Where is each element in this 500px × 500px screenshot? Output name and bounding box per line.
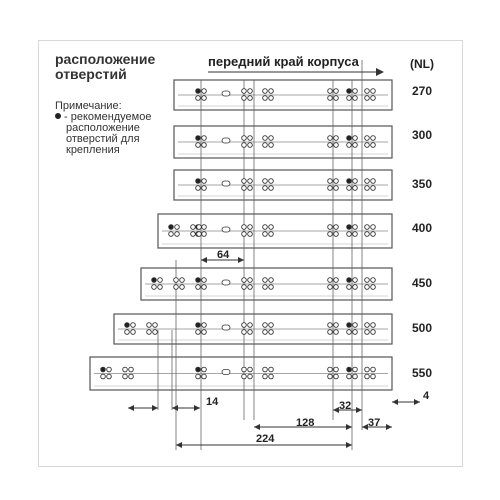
arrow-right-icon — [414, 399, 420, 405]
mounting-hole — [365, 374, 370, 379]
mounting-hole — [129, 374, 134, 379]
mounting-hole — [371, 96, 376, 101]
mounting-hole — [371, 285, 376, 290]
note-line-3: отверстий для — [66, 133, 140, 145]
mounting-hole — [365, 143, 370, 148]
mounting-hole — [263, 143, 268, 148]
dim-14: 14 — [206, 396, 219, 408]
mounting-hole — [365, 232, 370, 237]
mounting-hole-recommended — [196, 367, 201, 372]
mounting-hole — [353, 285, 358, 290]
slot-mark — [222, 91, 230, 96]
mounting-hole — [371, 367, 376, 372]
mounting-hole — [328, 89, 333, 94]
mounting-hole — [334, 367, 339, 372]
note-line-2: расположение — [66, 122, 140, 134]
mounting-hole-recommended — [101, 367, 106, 372]
slot-mark — [222, 370, 230, 375]
mounting-hole — [263, 285, 268, 290]
mounting-hole — [353, 186, 358, 191]
mounting-hole — [196, 285, 201, 290]
length-label-500: 500 — [412, 321, 433, 335]
mounting-hole — [328, 367, 333, 372]
mounting-hole — [263, 374, 268, 379]
mounting-hole — [371, 330, 376, 335]
mounting-hole — [248, 136, 253, 141]
mounting-hole — [269, 143, 274, 148]
mounting-hole — [242, 96, 247, 101]
mounting-hole — [353, 179, 358, 184]
mounting-hole — [242, 186, 247, 191]
mounting-hole — [353, 136, 358, 141]
length-label-400: 400 — [412, 221, 433, 235]
dim-4: 4 — [423, 390, 430, 402]
mounting-hole — [196, 186, 201, 191]
mounting-hole — [242, 225, 247, 230]
arrow-left-icon — [128, 405, 134, 411]
mounting-hole — [365, 367, 370, 372]
arrow-left-icon — [392, 399, 398, 405]
mounting-hole — [196, 330, 201, 335]
mounting-hole — [347, 186, 352, 191]
mounting-hole — [202, 89, 207, 94]
mounting-hole — [202, 179, 207, 184]
mounting-hole — [365, 323, 370, 328]
mounting-hole — [248, 285, 253, 290]
mounting-hole — [334, 330, 339, 335]
mounting-hole — [202, 285, 207, 290]
mounting-hole — [334, 136, 339, 141]
mounting-hole — [269, 330, 274, 335]
mounting-hole — [269, 179, 274, 184]
mounting-hole — [248, 367, 253, 372]
mounting-hole-recommended — [196, 323, 201, 328]
mounting-hole — [347, 330, 352, 335]
mounting-hole — [269, 323, 274, 328]
mounting-hole — [248, 186, 253, 191]
mounting-hole — [371, 179, 376, 184]
mounting-hole — [353, 225, 358, 230]
dim-128: 128 — [296, 417, 315, 429]
mounting-hole — [242, 89, 247, 94]
slot-mark — [222, 280, 230, 285]
length-label-300: 300 — [412, 128, 433, 142]
arrow-right-icon — [376, 68, 384, 76]
length-label-350: 350 — [412, 177, 433, 191]
mounting-hole — [202, 374, 207, 379]
mounting-hole — [175, 232, 180, 237]
mounting-hole — [365, 225, 370, 230]
note-heading: Примечание: — [55, 100, 122, 112]
mounting-hole — [197, 225, 202, 230]
mounting-hole — [248, 374, 253, 379]
mounting-hole — [328, 143, 333, 148]
length-label-450: 450 — [412, 276, 433, 290]
mounting-hole — [197, 232, 202, 237]
mounting-hole — [263, 89, 268, 94]
mounting-hole — [365, 136, 370, 141]
mounting-hole — [269, 89, 274, 94]
mounting-hole — [263, 225, 268, 230]
mounting-hole — [263, 367, 268, 372]
arrow-right-icon — [356, 407, 362, 413]
arrow-left-icon — [172, 405, 178, 411]
mounting-hole — [263, 179, 268, 184]
mounting-hole — [263, 136, 268, 141]
mounting-hole — [248, 143, 253, 148]
mounting-hole — [328, 186, 333, 191]
mounting-hole — [125, 330, 130, 335]
slot-mark — [222, 138, 230, 143]
mounting-hole — [242, 179, 247, 184]
mounting-hole — [347, 285, 352, 290]
mounting-hole — [202, 367, 207, 372]
mounting-hole — [175, 225, 180, 230]
title-line-1: расположение — [55, 51, 156, 67]
mounting-hole — [347, 232, 352, 237]
mounting-hole — [202, 225, 207, 230]
mounting-hole — [147, 330, 152, 335]
mounting-hole-recommended — [347, 136, 352, 141]
mounting-hole — [242, 323, 247, 328]
mounting-hole — [334, 143, 339, 148]
mounting-hole — [353, 367, 358, 372]
mounting-hole — [202, 330, 207, 335]
mounting-hole-recommended — [347, 179, 352, 184]
mounting-hole — [334, 374, 339, 379]
mounting-hole — [123, 374, 128, 379]
mounting-hole-recommended — [196, 136, 201, 141]
mounting-hole — [101, 374, 106, 379]
arrow-left-icon — [201, 257, 207, 263]
mounting-hole — [180, 278, 185, 283]
mounting-hole — [152, 285, 157, 290]
mounting-hole — [347, 143, 352, 148]
mounting-hole — [269, 96, 274, 101]
mounting-hole — [263, 330, 268, 335]
arrow-right-icon — [152, 405, 158, 411]
mounting-hole-recommended — [347, 225, 352, 230]
mounting-hole — [269, 232, 274, 237]
title-line-2: отверстий — [55, 66, 127, 82]
dim-37: 37 — [368, 417, 381, 429]
mounting-hole — [174, 278, 179, 283]
mounting-hole — [334, 186, 339, 191]
mounting-hole — [371, 323, 376, 328]
mounting-hole — [242, 330, 247, 335]
mounting-hole — [328, 232, 333, 237]
arrow-right-icon — [386, 424, 392, 430]
front-edge-label: передний край корпуса — [208, 54, 359, 69]
mounting-hole-recommended — [196, 179, 201, 184]
mounting-hole-recommended — [196, 89, 201, 94]
arrow-right-icon — [346, 424, 352, 430]
mounting-hole — [269, 136, 274, 141]
mounting-hole — [202, 232, 207, 237]
slot-mark — [222, 227, 230, 232]
mounting-hole — [328, 278, 333, 283]
mounting-hole — [191, 232, 196, 237]
mounting-hole — [202, 143, 207, 148]
mounting-hole — [334, 232, 339, 237]
mounting-hole — [269, 285, 274, 290]
mounting-hole — [334, 323, 339, 328]
dim-224: 224 — [256, 433, 275, 445]
mounting-hole — [202, 136, 207, 141]
arrow-right-icon — [346, 442, 352, 448]
mounting-hole — [248, 278, 253, 283]
mounting-hole — [371, 89, 376, 94]
mounting-hole-recommended — [196, 278, 201, 283]
mounting-hole — [158, 285, 163, 290]
mounting-hole — [328, 330, 333, 335]
mounting-hole — [353, 232, 358, 237]
mounting-hole — [242, 232, 247, 237]
mounting-hole — [242, 285, 247, 290]
mounting-hole — [371, 186, 376, 191]
mounting-hole — [328, 136, 333, 141]
mounting-hole — [248, 179, 253, 184]
mounting-hole-recommended — [152, 278, 157, 283]
mounting-hole — [107, 367, 112, 372]
mounting-hole — [371, 143, 376, 148]
mounting-hole — [242, 136, 247, 141]
mounting-hole — [180, 285, 185, 290]
mounting-hole — [365, 285, 370, 290]
mounting-hole — [131, 323, 136, 328]
mounting-hole — [365, 186, 370, 191]
mounting-hole — [353, 96, 358, 101]
mounting-hole — [248, 232, 253, 237]
mounting-hole — [123, 367, 128, 372]
mounting-hole-recommended — [347, 278, 352, 283]
mounting-hole — [328, 374, 333, 379]
mounting-hole — [365, 89, 370, 94]
mounting-hole — [248, 96, 253, 101]
length-label-550: 550 — [412, 366, 433, 380]
note-line-1: - рекомендуемое — [64, 111, 152, 123]
mounting-hole — [248, 89, 253, 94]
mounting-hole-recommended — [169, 225, 174, 230]
slot-mark — [222, 181, 230, 186]
mounting-hole — [242, 367, 247, 372]
mounting-hole — [202, 186, 207, 191]
mounting-hole — [263, 96, 268, 101]
mounting-hole — [334, 285, 339, 290]
mounting-hole — [334, 225, 339, 230]
mounting-hole — [147, 323, 152, 328]
mounting-hole — [202, 96, 207, 101]
mounting-hole — [328, 179, 333, 184]
mounting-hole-recommended — [347, 323, 352, 328]
mounting-hole — [334, 278, 339, 283]
nl-header: (NL) — [410, 57, 434, 71]
slot-mark — [222, 325, 230, 330]
mounting-hole — [158, 278, 163, 283]
mounting-hole — [353, 89, 358, 94]
mounting-hole — [269, 278, 274, 283]
mounting-hole — [353, 143, 358, 148]
mounting-hole — [334, 96, 339, 101]
mounting-hole — [371, 374, 376, 379]
mounting-hole — [347, 374, 352, 379]
mounting-hole — [174, 285, 179, 290]
mounting-hole — [347, 96, 352, 101]
mounting-hole — [328, 96, 333, 101]
arrow-right-icon — [238, 257, 244, 263]
mounting-hole-recommended — [347, 367, 352, 372]
mounting-hole — [153, 323, 158, 328]
mounting-hole — [191, 225, 196, 230]
mounting-hole — [263, 232, 268, 237]
mounting-hole — [353, 330, 358, 335]
mounting-hole — [269, 374, 274, 379]
arrow-left-icon — [176, 442, 182, 448]
arrow-left-icon — [362, 424, 368, 430]
mounting-hole — [353, 278, 358, 283]
mounting-hole — [202, 323, 207, 328]
mounting-hole — [353, 323, 358, 328]
mounting-hole — [196, 143, 201, 148]
arrow-left-icon — [333, 407, 339, 413]
mounting-hole — [334, 89, 339, 94]
mounting-hole — [107, 374, 112, 379]
dim-32: 32 — [339, 400, 352, 412]
mounting-hole — [248, 323, 253, 328]
mounting-hole — [248, 330, 253, 335]
arrow-right-icon — [194, 405, 200, 411]
mounting-hole — [129, 367, 134, 372]
mounting-hole — [153, 330, 158, 335]
mounting-hole — [169, 232, 174, 237]
mounting-hole-recommended — [347, 89, 352, 94]
mounting-hole — [328, 285, 333, 290]
mounting-hole — [131, 330, 136, 335]
mounting-hole — [365, 330, 370, 335]
mounting-hole — [202, 278, 207, 283]
mounting-hole — [371, 278, 376, 283]
mounting-hole — [371, 136, 376, 141]
mounting-hole — [196, 374, 201, 379]
dim-64: 64 — [217, 249, 230, 261]
mounting-hole — [242, 278, 247, 283]
mounting-hole — [269, 225, 274, 230]
note-line-4: крепления — [66, 144, 120, 156]
mounting-hole — [242, 374, 247, 379]
mounting-hole — [371, 232, 376, 237]
mounting-hole — [269, 186, 274, 191]
mounting-hole — [365, 179, 370, 184]
mounting-hole — [263, 323, 268, 328]
mounting-hole — [263, 278, 268, 283]
mounting-hole — [248, 225, 253, 230]
mounting-hole — [196, 96, 201, 101]
mounting-hole — [353, 374, 358, 379]
mounting-hole — [334, 179, 339, 184]
mounting-hole — [328, 323, 333, 328]
mounting-hole — [242, 143, 247, 148]
mounting-hole — [269, 367, 274, 372]
mounting-hole-recommended — [125, 323, 130, 328]
mounting-hole — [365, 96, 370, 101]
mounting-hole — [365, 278, 370, 283]
length-label-270: 270 — [412, 84, 433, 98]
mounting-hole — [328, 225, 333, 230]
mounting-hole — [371, 225, 376, 230]
mounting-hole — [263, 186, 268, 191]
arrow-left-icon — [254, 424, 260, 430]
